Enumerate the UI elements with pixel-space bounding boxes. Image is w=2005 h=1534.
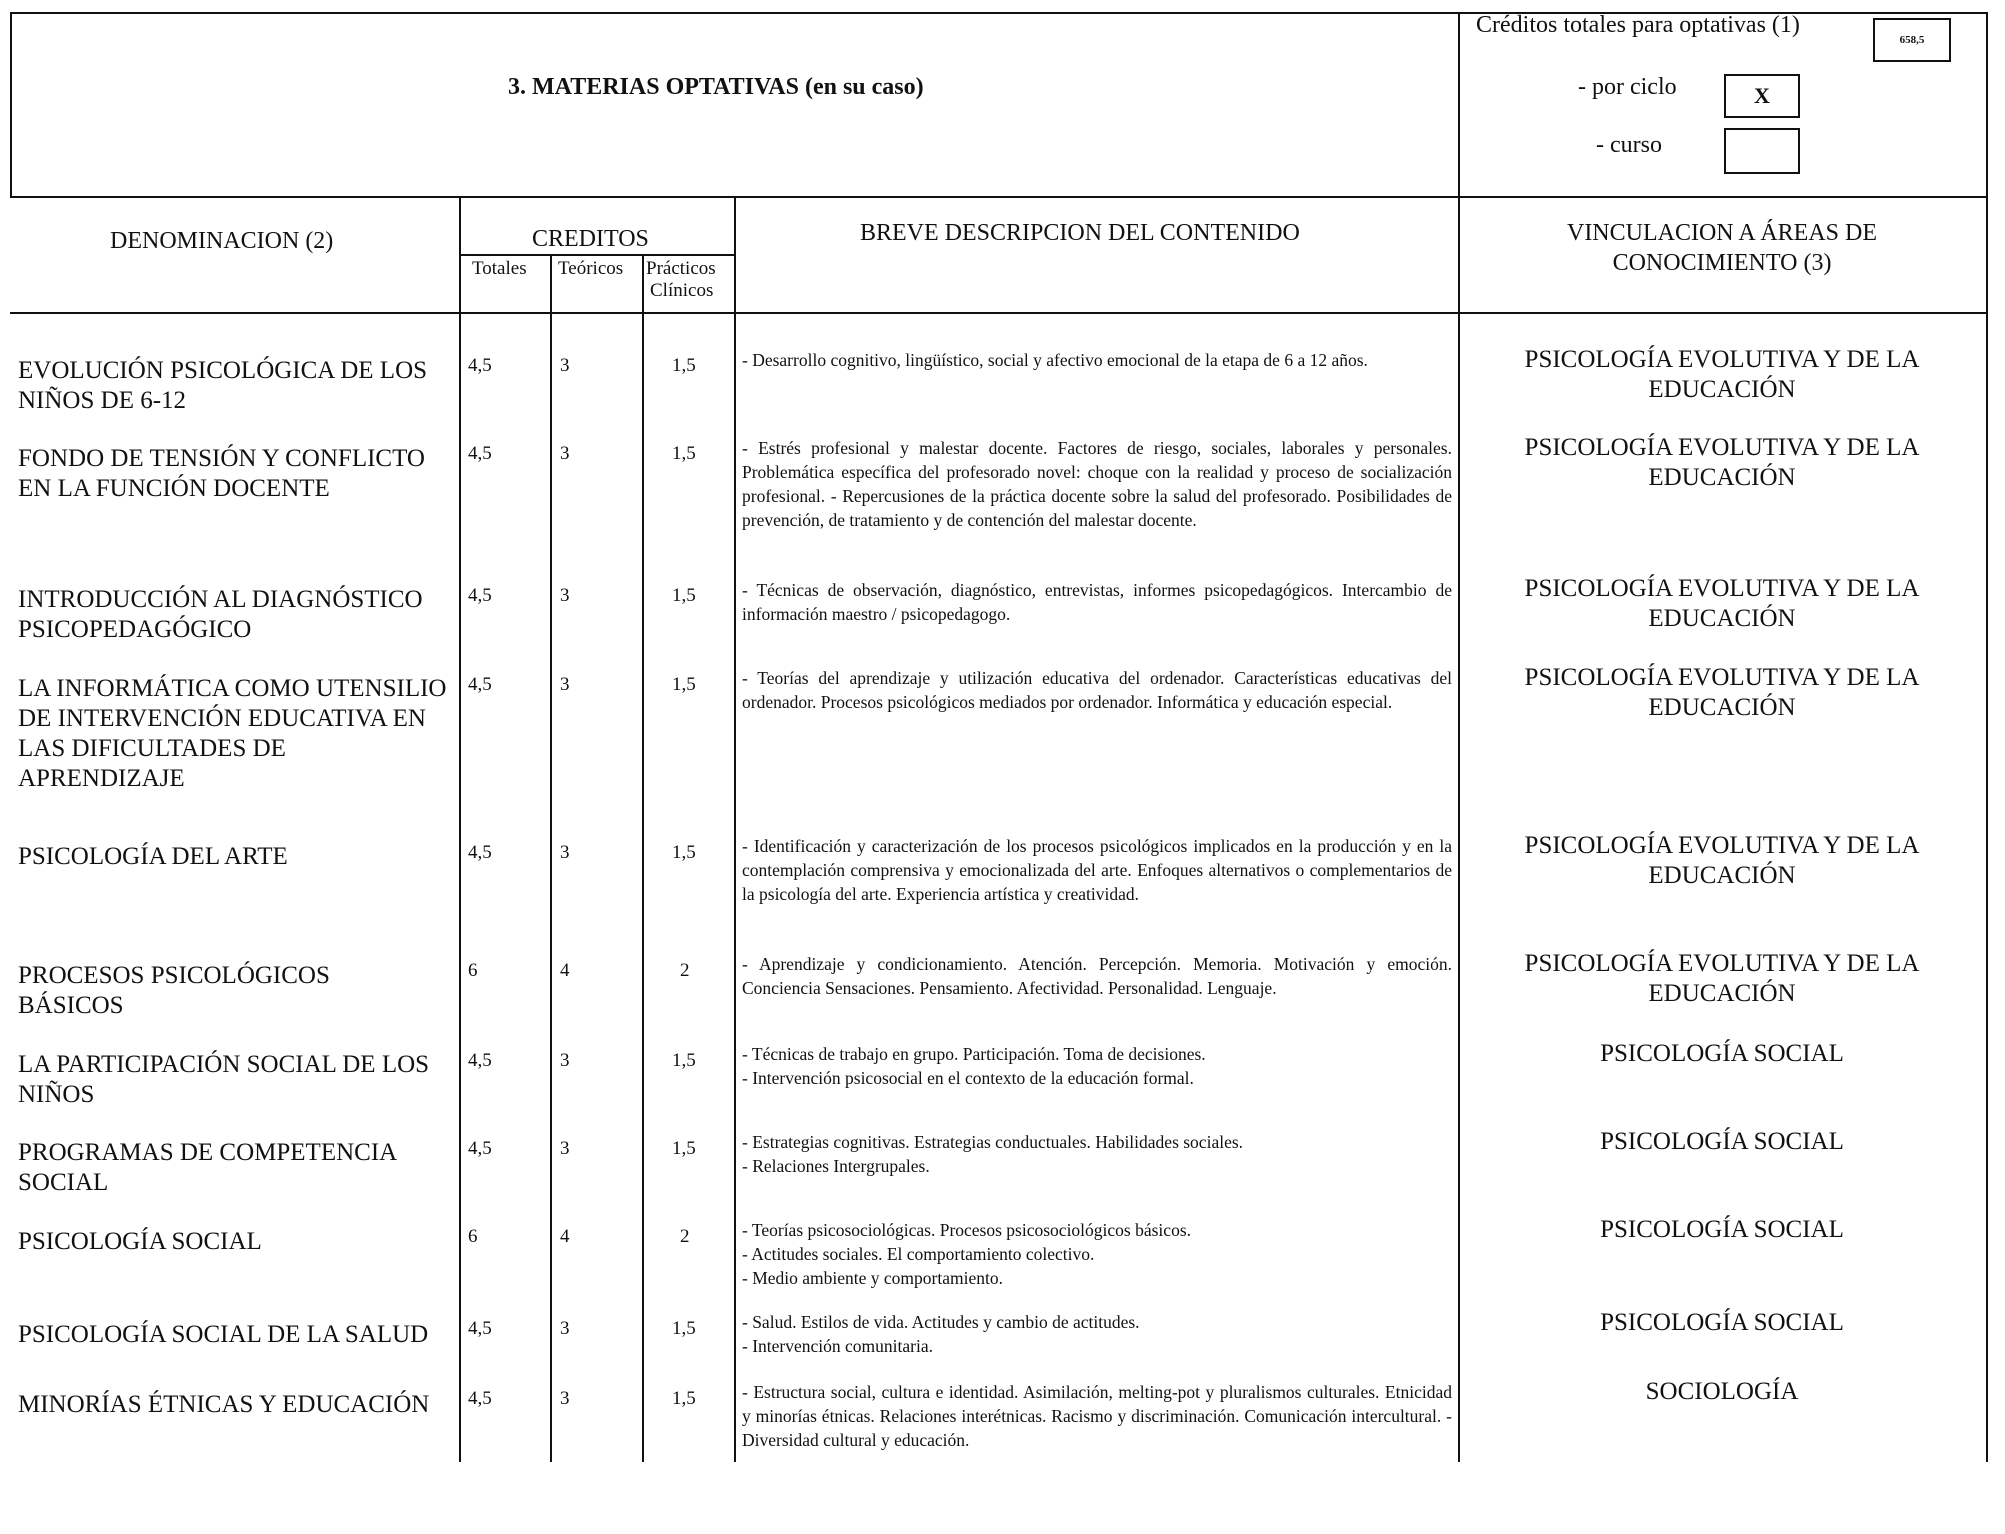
row-totales-2: 4,5 [468, 585, 492, 606]
row-name-0: EVOLUCIÓN PSICOLÓGICA DE LOS NIÑOS DE 6-12 [18, 357, 428, 414]
row-desc-2: - Técnicas de observación, diagnóstico, entrevistas, informes psicopedagógicos. Intercambio de información maestro / psicopedagogo. [742, 580, 1452, 624]
row-totales-5: 6 [468, 960, 478, 981]
row-name-10: MINORÍAS ÉTNICAS Y EDUCACIÓN [18, 1391, 430, 1418]
row-practicos-1: 1,5 [672, 443, 696, 464]
frame-right-line [1986, 12, 1988, 1462]
row-teoricos-2: 3 [560, 585, 570, 606]
row-desc-0: - Desarrollo cognitivo, lingüístico, social y afectivo emocional de la etapa de 6 a 12 años. [742, 350, 1368, 370]
row-name-8: PSICOLOGÍA SOCIAL [18, 1228, 262, 1255]
creditos-totales-value: 658,5 [1899, 34, 1925, 46]
row-teoricos-4: 3 [560, 842, 570, 863]
row-totales-10: 4,5 [468, 1388, 492, 1409]
header-divider-vertical [1458, 12, 1460, 1462]
col-header-practicos-line2: Clínicos [650, 280, 714, 301]
row-teoricos-5: 4 [560, 960, 570, 981]
row-teoricos-3: 3 [560, 674, 570, 695]
row-area-8: PSICOLOGÍA SOCIAL [1600, 1216, 1844, 1243]
row-teoricos-0: 3 [560, 355, 570, 376]
row-name-7: PROGRAMAS DE COMPETENCIA SOCIAL [18, 1139, 396, 1196]
row-area-1: PSICOLOGÍA EVOLUTIVA Y DE LA EDUCACIÓN [1524, 434, 1920, 491]
row-name-2: INTRODUCCIÓN AL DIAGNÓSTICO PSICOPEDAGÓGICO [18, 586, 423, 643]
row-practicos-10: 1,5 [672, 1388, 696, 1409]
col-header-vinculacion-line1: VINCULACION A ÁREAS DE [1566, 220, 1877, 246]
section-title-note: (en su caso) [804, 74, 924, 100]
row-desc-8: - Teorías psicosociológicas. Procesos psicosociológicos básicos. - Actitudes sociales. El comportamiento colectivo. - Medio ambiente y comportamiento. [742, 1220, 1192, 1288]
row-desc-1: - Estrés profesional y malestar docente. Factores de riesgo, sociales, laborales y personales. Problemática específica del profesorado novel: choque con la realidad y proceso de socialización profesional. - Repercusiones de la práctica docente sobre la salud del profesorado. Posibilidades de prevención, de tratamiento y de contención del malestar docente. [742, 438, 1452, 530]
row-totales-4: 4,5 [468, 842, 492, 863]
col-header-descripcion: BREVE DESCRIPCION DEL CONTENIDO [860, 220, 1300, 246]
row-area-6: PSICOLOGÍA SOCIAL [1600, 1040, 1844, 1067]
row-teoricos-6: 3 [560, 1050, 570, 1071]
col-header-creditos: CREDITOS [532, 226, 649, 252]
row-desc-3: - Teorías del aprendizaje y utilización educativa del ordenador. Características educativas del ordenador. Procesos psicológicos mediados por ordenador. Informática y educación especial. [742, 668, 1452, 712]
row-desc-5: - Aprendizaje y condicionamiento. Atención. Percepción. Memoria. Motivación y emoción. Conciencia Sensaciones. Pensamiento. Afectividad. Personalidad. Lenguaje. [742, 954, 1452, 998]
row-practicos-7: 1,5 [672, 1138, 696, 1159]
row-teoricos-9: 3 [560, 1318, 570, 1339]
row-name-5: PROCESOS PSICOLÓGICOS BÁSICOS [18, 962, 330, 1019]
col-header-vinculacion-line2: CONOCIMIENTO (3) [1612, 250, 1832, 276]
row-desc-6: - Técnicas de trabajo en grupo. Participación. Toma de decisiones. - Intervención psicosocial en el contexto de la educación formal. [742, 1044, 1206, 1088]
col-sep-totales [550, 254, 552, 1462]
column-header-bottom-line [10, 312, 1988, 314]
col-sep-denominacion [459, 196, 461, 1462]
row-teoricos-7: 3 [560, 1138, 570, 1159]
row-totales-6: 4,5 [468, 1050, 492, 1071]
row-teoricos-10: 3 [560, 1388, 570, 1409]
row-desc-7: - Estrategias cognitivas. Estrategias conductuales. Habilidades sociales. - Relaciones Intergrupales. [742, 1132, 1244, 1176]
row-desc-4: - Identificación y caracterización de los procesos psicológicos implicados en la producción y en la contemplación comprensiva y emocionalizada del arte. Enfoques alternativos o complementarios de la psicología del arte. Experiencia artística y creatividad. [742, 836, 1452, 904]
row-practicos-6: 1,5 [672, 1050, 696, 1071]
row-area-10: SOCIOLOGÍA [1645, 1378, 1799, 1405]
row-practicos-2: 1,5 [672, 585, 696, 606]
row-area-5: PSICOLOGÍA EVOLUTIVA Y DE LA EDUCACIÓN [1524, 950, 1920, 1007]
row-area-4: PSICOLOGÍA EVOLUTIVA Y DE LA EDUCACIÓN [1524, 832, 1920, 889]
row-area-0: PSICOLOGÍA EVOLUTIVA Y DE LA EDUCACIÓN [1524, 346, 1920, 403]
row-area-9: PSICOLOGÍA SOCIAL [1600, 1309, 1844, 1336]
row-totales-8: 6 [468, 1226, 478, 1247]
row-practicos-3: 1,5 [672, 674, 696, 695]
row-teoricos-8: 4 [560, 1226, 570, 1247]
row-area-2: PSICOLOGÍA EVOLUTIVA Y DE LA EDUCACIÓN [1524, 575, 1920, 632]
row-practicos-5: 2 [680, 960, 690, 981]
row-name-1: FONDO DE TENSIÓN Y CONFLICTO EN LA FUNCIÓN DOCENTE [18, 445, 425, 502]
curso-label: - curso [1596, 132, 1662, 158]
col-sep-teoricos [642, 254, 644, 1462]
row-practicos-9: 1,5 [672, 1318, 696, 1339]
row-name-9: PSICOLOGÍA SOCIAL DE LA SALUD [18, 1321, 429, 1348]
row-practicos-4: 1,5 [672, 842, 696, 863]
col-header-denominacion: DENOMINACION (2) [110, 228, 334, 254]
row-practicos-8: 2 [680, 1226, 690, 1247]
section-title [508, 74, 924, 101]
creditos-subheader-line [459, 254, 736, 256]
row-desc-9: - Salud. Estilos de vida. Actitudes y cambio de actitudes. - Intervención comunitaria. [742, 1312, 1140, 1356]
frame-left-line [10, 12, 12, 197]
row-totales-9: 4,5 [468, 1318, 492, 1339]
row-name-4: PSICOLOGÍA DEL ARTE [18, 843, 288, 870]
row-totales-0: 4,5 [468, 355, 492, 376]
row-name-6: LA PARTICIPACIÓN SOCIAL DE LOS NIÑOS [18, 1051, 430, 1108]
por-ciclo-value: X [1754, 83, 1770, 108]
row-totales-7: 4,5 [468, 1138, 492, 1159]
por-ciclo-label: - por ciclo [1578, 74, 1677, 100]
col-header-teoricos: Teóricos [558, 258, 624, 279]
row-area-3: PSICOLOGÍA EVOLUTIVA Y DE LA EDUCACIÓN [1524, 664, 1920, 721]
row-practicos-0: 1,5 [672, 355, 696, 376]
row-totales-1: 4,5 [468, 443, 492, 464]
col-header-practicos [646, 258, 716, 302]
row-area-7: PSICOLOGÍA SOCIAL [1600, 1128, 1844, 1155]
row-name-3: LA INFORMÁTICA COMO UTENSILIO DE INTERVENCIÓN EDUCATIVA EN LAS DIFICULTADES DE APRENDIZAJE [18, 675, 447, 792]
col-header-totales: Totales [472, 258, 527, 279]
col-sep-practicos [734, 196, 736, 1462]
por-ciclo-box [1724, 74, 1800, 118]
row-totales-3: 4,5 [468, 674, 492, 695]
col-header-practicos-line1: Prácticos [646, 258, 716, 279]
header-bottom-line [10, 196, 1988, 198]
row-teoricos-1: 3 [560, 443, 570, 464]
curso-box [1724, 128, 1800, 174]
section-title-main: 3. MATERIAS OPTATIVAS [508, 74, 799, 100]
col-header-vinculacion [1462, 218, 1982, 278]
row-desc-10: - Estructura social, cultura e identidad. Asimilación, melting-pot y pluralismos culturales. Etnicidad y minorías étnicas. Relaciones interétnicas. Racismo y discriminación. Comunicación intercultural. - Diversidad cultural y educación. [742, 1382, 1452, 1450]
creditos-totales-box [1873, 18, 1951, 62]
creditos-totales-label: Créditos totales para optativas (1) [1476, 12, 1800, 38]
